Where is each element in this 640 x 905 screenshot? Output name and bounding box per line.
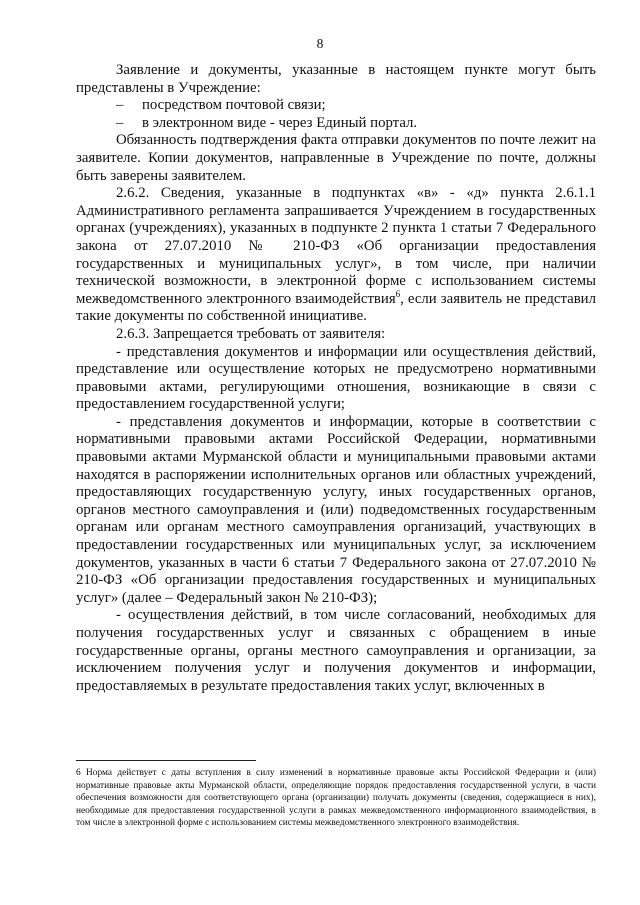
paragraph-2-6-3: 2.6.3. Запрещается требовать от заявителя: <box>116 325 386 342</box>
list-marker: – <box>116 114 124 131</box>
paragraph-text: , если заявитель не представил такие документы по собственной инициативе. <box>76 290 596 325</box>
paragraph-intro: Заявление и документы, указанные в настоящем пункте могут быть представлены в Учреждение: <box>76 62 596 96</box>
list-item-text: посредством почтовой связи; <box>142 97 326 114</box>
paragraph-text: 2.6.2. Сведения, указанные в подпунктах «в» - «д» пункта 2.6.1.1 Административного регламента запрашивается Учреждением в государственных органах (учреждениях), указанных в подпункте 2 пункта 1 статьи 7 Федерального закона от 27.07.2010 № 210-ФЗ «Об организации предоставления государственных и муниципальных услуг», в том числе, при наличии технической возможности, в электронной форме с использованием системы межведомственного электронного взаимодействия <box>76 185 596 307</box>
list-marker: – <box>116 97 124 114</box>
footnote-reference: 6 <box>395 288 401 299</box>
footnote-text: 6 Норма действует с даты вступления в силу изменений в нормативные правовые акты Российской Федерации и (или) нормативные правовые акты Мурманской области, определяющие порядок предоставления государственной услуги, в части обеспечения возможности для соответствующего органа (организации) получать документы (сведения, содержащиеся в них), необходимые для предоставления государственной услуги в рамках межведомственного информационного взаимодействия, в том числе в электронной форме с использованием системы межведомственного электронного взаимодействия. <box>76 768 596 829</box>
paragraph-requirement-3: - осуществления действий, в том числе согласований, необходимых для получения государственных услуг и связанных с обращением в иные государственные органы, органы местного самоуправления и организации, за исключением получения услуг и получения документов и информации, предоставляемых в результате предоставления таких услуг, включенных в <box>76 607 596 694</box>
body-text <box>76 62 596 695</box>
paragraph-requirement-2: - представления документов и информации, которые в соответствии с нормативными правовыми актами Российской Федерации, нормативными правовыми актами Мурманской области и муниципальными правовыми актами находятся в распоряжении исполнительных органов или областных учреждений, предоставляющих государственную услугу, иных государственных органов, органов местного самоуправления и (или) подведомственных государственным органам или органам местного самоуправления организаций, участвующих в предоставлении государственных или муниципальных услуг, за исключением документов, указанных в части 6 статьи 7 Федерального закона от 27.07.2010 № 210-ФЗ «Об организации предоставления государственных и муниципальных услуг» (далее – Федеральный закон № 210-ФЗ); <box>76 413 596 606</box>
list-item-text: в электронном виде - через Единый портал. <box>142 114 418 131</box>
page-number: 8 <box>316 36 324 51</box>
list-item-postal <box>76 97 596 115</box>
paragraph-requirement-1: - представления документов и информации или осуществления действий, представление или осуществление которых не предусмотрено нормативными правовыми актами, регулирующими отношения, возникающие в связи с предоставлением государственной услуги; <box>76 343 596 413</box>
list-item-electronic <box>76 115 596 133</box>
footnote-divider <box>76 760 256 761</box>
paragraph-2-6-2 <box>76 185 596 326</box>
paragraph-obligation: Обязанность подтверждения факта отправки документов по почте лежит на заявителе. Копии документов, направленные в Учреждение по почте, должны быть заверены заявителем. <box>76 132 596 184</box>
